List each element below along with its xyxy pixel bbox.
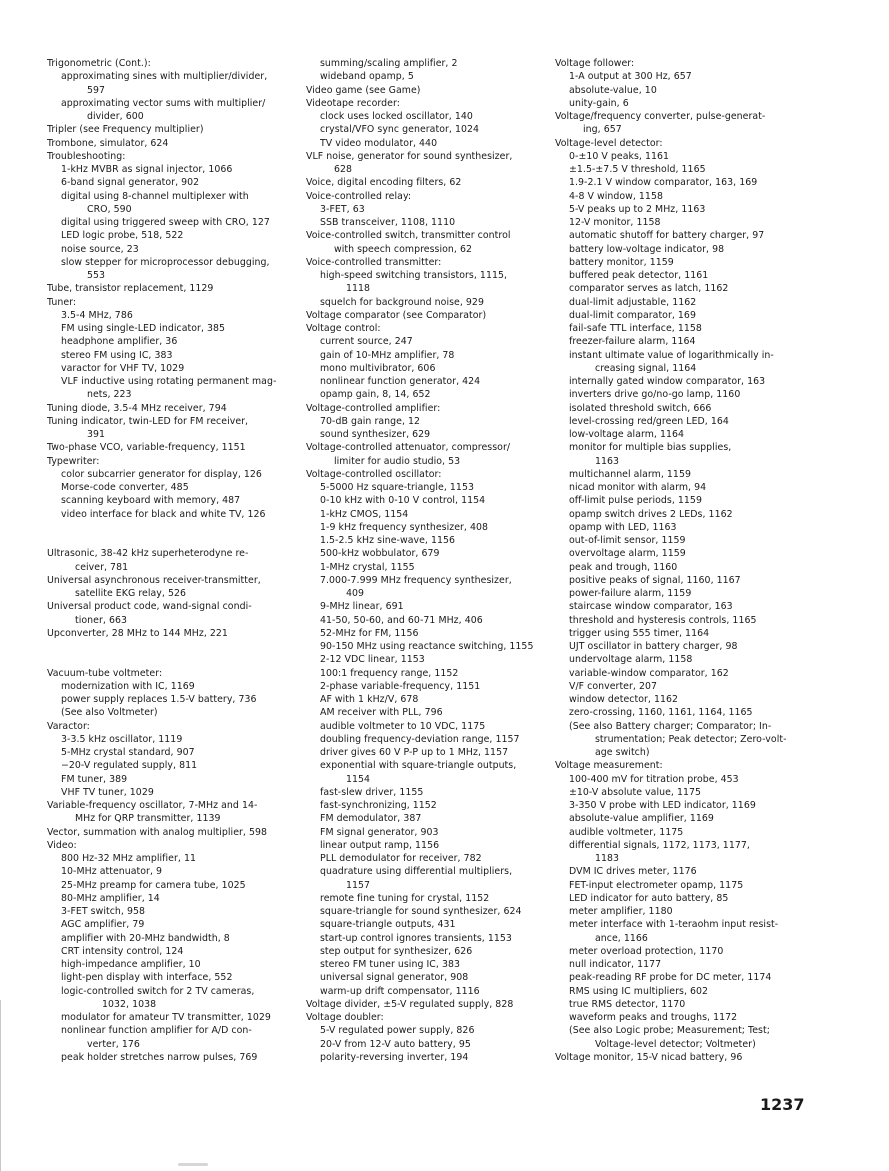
index-sub-entry: opamp switch drives 2 LEDs, 1162 [569,508,733,520]
index-sub-entry: 1154 [346,773,371,785]
index-sub-entry: 1-kHz MVBR as signal injector, 1066 [61,164,233,175]
index-sub-entry: current source, 247 [320,336,413,348]
index-sub-entry: AGC amplifier, 79 [61,919,145,931]
index-sub-entry: power-failure alarm, 1159 [569,588,692,599]
index-sub-entry: 5-V regulated power supply, 826 [320,1025,475,1037]
page-number: 1237 [760,1095,805,1114]
index-sub-entry: tioner, 663 [75,614,127,626]
index-sub-entry: clock uses locked oscillator, 140 [320,111,473,122]
index-sub-entry: 1157 [346,879,371,891]
index-sub-entry: AM receiver with PLL, 796 [320,707,443,719]
index-sub-entry: 597 [87,84,106,96]
index-sub-entry: fail-safe TTL interface, 1158 [569,323,702,334]
index-heading-entry: Voltage comparator (see Comparator) [306,309,487,321]
index-spacer [47,521,297,534]
index-sub-entry: modernization with IC, 1169 [61,680,195,692]
index-column-2 [306,57,550,1064]
index-sub-entry: strumentation; Peak detector; Zero-volt- [595,733,787,745]
index-sub-entry: overvoltage alarm, 1159 [569,548,686,560]
index-heading-entry: Tuning indicator, twin-LED for FM receiver, [47,415,249,427]
index-sub-entry: threshold and hysteresis controls, 1165 [569,614,757,626]
index-sub-entry: positive peaks of signal, 1160, 1167 [569,574,741,586]
index-sub-entry: 80-MHz amplifier, 14 [61,892,160,904]
index-sub-entry: 1.5-2.5 kHz sine-wave, 1156 [320,535,456,546]
index-sub-entry: zero-crossing, 1160, 1161, 1164, 1165 [569,707,753,719]
index-sub-entry: doubling frequency-deviation range, 1157 [320,733,520,745]
index-heading-entry: Universal asynchronous receiver-transmitter, [47,574,261,586]
index-sub-entry: absolute-value, 10 [569,84,657,96]
index-sub-entry: limiter for audio studio, 53 [334,455,461,467]
index-sub-entry: high-impedance amplifier, 10 [61,959,201,970]
index-sub-entry: low-voltage alarm, 1164 [569,429,685,440]
index-sub-entry: digital using triggered sweep with CRO, 127 [61,217,270,228]
index-sub-entry: 0-±10 V peaks, 1161 [569,150,670,162]
index-sub-entry: 41-50, 50-60, and 60-71 MHz, 406 [320,614,483,626]
index-sub-entry: FET-input electrometer opamp, 1175 [569,879,744,891]
index-sub-entry: 409 [346,588,365,599]
index-sub-entry: power supply replaces 1.5-V battery, 736 [61,694,257,705]
index-sub-entry: nicad monitor with alarm, 94 [569,482,707,493]
index-sub-entry: 1183 [595,853,620,864]
index-sub-entry: 5-V peaks up to 2 MHz, 1163 [569,203,706,215]
index-heading-entry: Vacuum-tube voltmeter: [47,667,163,679]
index-sub-entry: (See also Logic probe; Measurement; Test; [569,1025,770,1037]
index-sub-entry: Voltage-level detector; Voltmeter) [595,1038,756,1050]
index-sub-entry: driver gives 60 V P-P up to 1 MHz, 1157 [320,747,509,758]
index-heading-entry: Video: [47,839,77,851]
index-sub-entry: 0-10 kHz with 0-10 V control, 1154 [320,495,486,507]
index-sub-entry: battery low-voltage indicator, 98 [569,243,725,255]
index-sub-entry: square-triangle outputs, 431 [320,919,456,931]
index-sub-entry: window detector, 1162 [569,694,678,705]
index-sub-entry: 1-9 kHz frequency synthesizer, 408 [320,521,489,533]
index-sub-entry: high-speed switching transistors, 1115, [320,270,508,281]
index-sub-entry: Morse-code converter, 485 [61,482,189,493]
index-sub-entry: 3-FET, 63 [320,203,365,215]
index-heading-entry: Vector, summation with analog multiplier, 598 [47,826,268,838]
index-sub-entry: 3-3.5 kHz oscillator, 1119 [61,733,183,745]
index-heading-entry: Typewriter: [47,455,100,467]
index-sub-entry: warm-up drift compensator, 1116 [320,985,480,997]
index-sub-entry: ceiver, 781 [75,561,129,573]
index-heading-entry: Voltage measurement: [555,760,663,772]
index-sub-entry: divider, 600 [87,111,144,122]
index-sub-entry: RMS using IC multipliers, 602 [569,985,709,997]
index-sub-entry: crystal/VFO sync generator, 1024 [320,124,480,136]
index-sub-entry: internally gated window comparator, 163 [569,376,766,387]
index-sub-entry: 12-V monitor, 1158 [569,217,661,228]
index-sub-entry: 1118 [346,283,371,295]
index-sub-entry: 3.5-4 MHz, 786 [61,309,133,321]
index-sub-entry: 1163 [595,455,620,467]
index-sub-entry: MHz for QRP transmitter, 1139 [75,813,221,825]
index-sub-entry: polarity-reversing inverter, 194 [320,1051,469,1063]
index-sub-entry: instant ultimate value of logarithmically in- [569,349,774,361]
index-sub-entry: 500-kHz wobbulator, 679 [320,548,440,560]
index-sub-entry: LED indicator for auto battery, 85 [569,892,729,904]
index-sub-entry: squelch for background noise, 929 [320,296,484,308]
index-sub-entry: 25-MHz preamp for camera tube, 1025 [61,879,246,891]
index-sub-entry: quadrature using differential multipliers, [320,866,513,878]
index-sub-entry: FM demodulator, 387 [320,813,422,825]
index-sub-entry: fast-synchronizing, 1152 [320,800,437,811]
index-heading-entry: Videotape recorder: [306,97,400,109]
index-sub-entry: inverters drive go/no-go lamp, 1160 [569,389,741,401]
index-sub-entry: nonlinear function amplifier for A/D con- [61,1025,252,1037]
index-sub-entry: 100-400 mV for titration probe, 453 [569,773,739,785]
index-sub-entry: light-pen display with interface, 552 [61,972,233,984]
index-sub-entry: square-triangle for sound synthesizer, 624 [320,906,522,917]
index-sub-entry: satellite EKG relay, 526 [75,588,186,599]
index-heading-entry: Voltage doubler: [306,1012,384,1023]
index-sub-entry: approximating sines with multiplier/divider, [61,71,268,83]
index-sub-entry: multichannel alarm, 1159 [569,468,691,480]
index-heading-entry: Voice-controlled switch, transmitter control [306,230,511,242]
index-sub-entry: step output for synthesizer, 626 [320,945,473,957]
index-sub-entry: 1.9-2.1 V window comparator, 163, 169 [569,177,758,189]
index-sub-entry: 10-MHz attenuator, 9 [61,866,163,878]
index-sub-entry: modulator for amateur TV transmitter, 1029 [61,1012,271,1023]
index-sub-entry: 3-FET switch, 958 [61,906,146,917]
index-sub-entry: 553 [87,270,106,281]
index-sub-entry: amplifier with 20-MHz bandwidth, 8 [61,932,230,944]
index-heading-entry: Voltage-controlled amplifier: [306,402,441,414]
index-sub-entry: 9-MHz linear, 691 [320,601,404,613]
index-spacer [47,653,297,666]
index-sub-entry: start-up control ignores transients, 1153 [320,932,512,944]
index-sub-entry: VLF inductive using rotating permanent mag- [61,376,277,387]
index-sub-entry: 391 [87,429,106,440]
index-sub-entry: waveform peaks and troughs, 1172 [569,1012,738,1023]
index-sub-entry: headphone amplifier, 36 [61,336,178,348]
index-heading-entry: Voltage divider, ±5-V regulated supply, 828 [306,998,514,1010]
index-sub-entry: null indicator, 1177 [569,959,662,970]
index-sub-entry: scanning keyboard with memory, 487 [61,495,241,507]
index-sub-entry: FM tuner, 389 [61,773,128,785]
index-sub-entry: battery monitor, 1159 [569,256,674,268]
index-sub-entry: meter amplifier, 1180 [569,906,673,917]
index-sub-entry: peak-reading RF probe for DC meter, 1174 [569,972,772,984]
index-sub-entry: 800 Hz-32 MHz amplifier, 11 [61,853,196,864]
index-sub-entry: differential signals, 1172, 1173, 1177, [569,839,750,851]
index-sub-entry: 3-350 V probe with LED indicator, 1169 [569,800,756,811]
index-heading-entry: Voltage follower: [555,58,635,69]
index-sub-entry: digital using 8-channel multiplexer with [61,190,249,202]
index-sub-entry: CRO, 590 [87,203,132,215]
index-sub-entry: UJT oscillator in battery charger, 98 [569,641,738,652]
index-sub-entry: slow stepper for microprocessor debugging, [61,256,270,268]
index-sub-entry: −20-V regulated supply, 811 [61,760,198,772]
index-sub-entry: out-of-limit sensor, 1159 [569,535,686,546]
index-sub-entry: nets, 223 [87,389,132,401]
index-sub-entry: sound synthesizer, 629 [320,429,431,440]
index-sub-entry: DVM IC drives meter, 1176 [569,866,697,878]
index-sub-entry: 5-5000 Hz square-triangle, 1153 [320,482,474,493]
index-sub-entry: ±10-V absolute value, 1175 [569,786,702,798]
index-sub-entry: meter interface with 1-teraohm input resist- [569,919,779,931]
index-sub-entry: verter, 176 [87,1038,140,1050]
index-sub-entry: summing/scaling amplifier, 2 [320,58,458,69]
index-sub-entry: color subcarrier generator for display, 126 [61,468,262,480]
index-sub-entry: 1032, 1038 [102,998,157,1010]
index-sub-entry: 6-band signal generator, 902 [61,177,200,189]
index-spacer [47,640,297,653]
index-sub-entry: 628 [334,164,353,175]
index-sub-entry: ance, 1166 [595,932,648,944]
index-sub-entry: FM using single-LED indicator, 385 [61,323,226,334]
index-sub-entry: true RMS detector, 1170 [569,998,686,1010]
index-sub-entry: meter overload protection, 1170 [569,945,724,957]
index-sub-entry: automatic shutoff for battery charger, 97 [569,230,765,242]
index-sub-entry: logic-controlled switch for 2 TV cameras, [61,985,255,997]
index-column-3 [555,57,805,1064]
index-sub-entry: mono multivibrator, 606 [320,362,436,374]
index-sub-entry: 7.000-7.999 MHz frequency synthesizer, [320,574,512,586]
index-sub-entry: monitor for multiple bias supplies, [569,442,732,454]
index-sub-entry: isolated threshold switch, 666 [569,402,712,414]
index-heading-entry: Tuner: [47,296,77,308]
index-sub-entry: linear output ramp, 1156 [320,839,440,851]
index-heading-entry: Upconverter, 28 MHz to 144 MHz, 221 [47,627,228,639]
index-sub-entry: nonlinear function generator, 424 [320,376,481,387]
index-heading-entry: Voltage-controlled attenuator, compressor/ [306,442,511,454]
index-sub-entry: 52-MHz for FM, 1156 [320,627,419,639]
index-sub-entry: exponential with square-triangle outputs, [320,760,517,772]
index-sub-entry: 5-MHz crystal standard, 907 [61,747,195,758]
index-heading-entry: Voltage-controlled oscillator: [306,468,442,480]
index-sub-entry: off-limit pulse periods, 1159 [569,495,702,507]
index-sub-entry: peak holder stretches narrow pulses, 769 [61,1051,258,1063]
index-heading-entry: Variable-frequency oscillator, 7-MHz and 14- [47,800,258,811]
index-sub-entry: approximating vector sums with multiplier/ [61,97,266,109]
index-sub-entry: ±1.5-±7.5 V threshold, 1165 [569,164,706,175]
index-heading-entry: Universal product code, wand-signal condi- [47,601,252,613]
index-column-1 [47,57,297,1064]
index-sub-entry: buffered peak detector, 1161 [569,270,709,281]
index-heading-entry: Ultrasonic, 38-42 kHz superheterodyne re- [47,548,249,560]
index-sub-entry: VHF TV tuner, 1029 [61,786,154,798]
index-sub-entry: age switch) [595,747,650,758]
index-sub-entry: 4-8 V window, 1158 [569,190,663,202]
index-sub-entry: TV video modulator, 440 [320,137,438,149]
index-sub-entry: 2-phase variable-frequency, 1151 [320,680,481,692]
index-sub-entry: opamp gain, 8, 14, 652 [320,389,431,401]
index-sub-entry: with speech compression, 62 [334,243,472,255]
index-sub-entry: fast-slew driver, 1155 [320,786,424,798]
index-sub-entry: 70-dB gain range, 12 [320,415,421,427]
index-sub-entry: V/F converter, 207 [569,680,657,692]
index-sub-entry: dual-limit adjustable, 1162 [569,296,697,308]
index-sub-entry: varactor for VHF TV, 1029 [61,362,185,374]
index-sub-entry: (See also Voltmeter) [61,707,158,719]
index-heading-entry: Trigonometric (Cont.): [47,58,151,69]
index-sub-entry: dual-limit comparator, 169 [569,309,696,321]
index-heading-entry: Tuning diode, 3.5-4 MHz receiver, 794 [47,402,227,414]
index-sub-entry: peak and trough, 1160 [569,561,678,573]
index-sub-entry: opamp with LED, 1163 [569,521,677,533]
index-sub-entry: 2-12 VDC linear, 1153 [320,654,425,666]
index-heading-entry: Tube, transistor replacement, 1129 [47,283,214,295]
index-heading-entry: Voice-controlled transmitter: [306,256,442,268]
index-sub-entry: trigger using 555 timer, 1164 [569,627,710,639]
index-sub-entry: CRT intensity control, 124 [61,945,184,957]
index-sub-entry: audible voltmeter, 1175 [569,826,684,838]
index-sub-entry: 20-V from 12-V auto battery, 95 [320,1038,471,1050]
index-sub-entry: 1-kHz CMOS, 1154 [320,508,409,520]
index-sub-entry: remote fine tuning for crystal, 1152 [320,892,490,904]
index-heading-entry: Tripler (see Frequency multiplier) [47,124,204,136]
scan-edge-line [0,1000,1,1171]
index-sub-entry: stereo FM tuner using IC, 383 [320,959,461,970]
index-heading-entry: Trombone, simulator, 624 [47,137,169,149]
index-sub-entry: noise source, 23 [61,243,139,255]
index-sub-entry: undervoltage alarm, 1158 [569,654,693,666]
index-heading-entry: Video game (see Game) [306,84,421,96]
index-sub-entry: (See also Battery charger; Comparator; In- [569,720,772,732]
index-heading-entry: Voice-controlled relay: [306,190,412,202]
index-heading-entry: Two-phase VCO, variable-frequency, 1151 [47,442,246,454]
index-sub-entry: PLL demodulator for receiver, 782 [320,853,482,864]
index-heading-entry: Voice, digital encoding filters, 62 [306,177,462,189]
index-sub-entry: gain of 10-MHz amplifier, 78 [320,349,455,361]
index-sub-entry: 1-A output at 300 Hz, 657 [569,71,692,83]
index-heading-entry: Voltage-level detector: [555,137,663,149]
index-sub-entry: level-crossing red/green LED, 164 [569,415,729,427]
index-heading-entry: Voltage monitor, 15-V nicad battery, 96 [555,1051,743,1063]
index-sub-entry: stereo FM using IC, 383 [61,349,173,361]
index-sub-entry: 90-150 MHz using reactance switching, 1155 [320,641,534,652]
index-sub-entry: SSB transceiver, 1108, 1110 [320,217,456,228]
index-heading-entry: Troubleshooting: [47,150,126,162]
index-sub-entry: unity-gain, 6 [569,97,629,109]
index-sub-entry: wideband opamp, 5 [320,71,414,83]
index-sub-entry: comparator serves as latch, 1162 [569,283,729,295]
index-spacer [47,534,297,547]
index-sub-entry: absolute-value amplifier, 1169 [569,813,714,825]
index-sub-entry: video interface for black and white TV, 126 [61,508,266,520]
index-sub-entry: variable-window comparator, 162 [569,667,729,679]
index-sub-entry: audible voltmeter to 10 VDC, 1175 [320,720,486,732]
index-sub-entry: 100:1 frequency range, 1152 [320,667,459,679]
index-sub-entry: ing, 657 [583,124,622,136]
index-sub-entry: universal signal generator, 908 [320,972,469,984]
index-heading-entry: Voltage/frequency converter, pulse-generat- [555,111,766,122]
index-sub-entry: staircase window comparator, 163 [569,601,733,613]
index-sub-entry: creasing signal, 1164 [595,362,697,374]
index-sub-entry: LED logic probe, 518, 522 [61,230,184,242]
index-sub-entry: freezer-failure alarm, 1164 [569,336,696,348]
index-heading-entry: Varactor: [47,720,90,732]
index-sub-entry: 1-MHz crystal, 1155 [320,561,415,573]
index-sub-entry: AF with 1 kHz/V, 678 [320,694,419,705]
index-heading-entry: Voltage control: [306,323,381,334]
index-heading-entry: VLF noise, generator for sound synthesizer, [306,150,513,162]
index-sub-entry: FM signal generator, 903 [320,826,439,838]
scan-smudge-mark [178,1163,208,1166]
